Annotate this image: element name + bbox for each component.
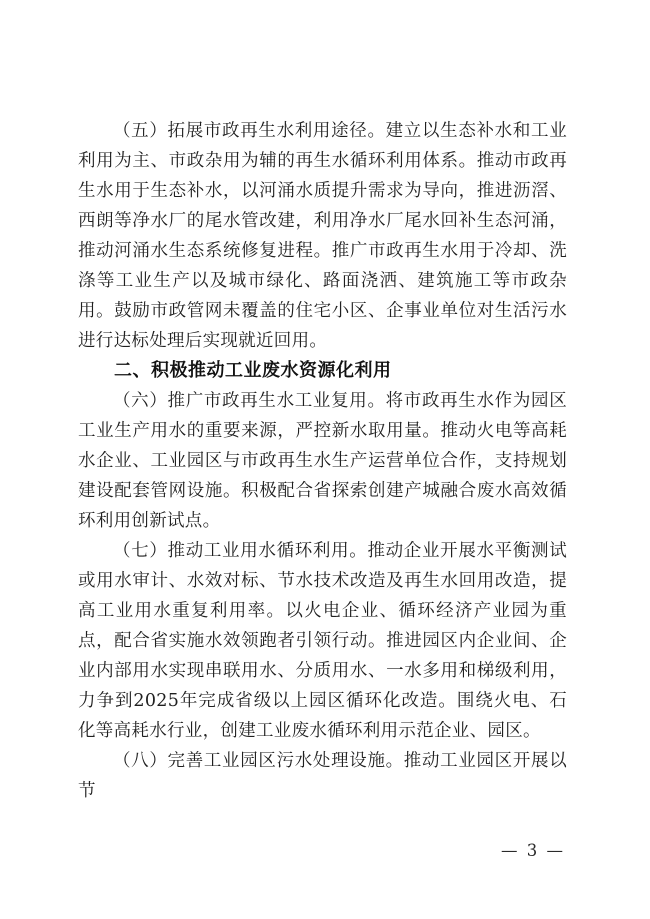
page-number: — 3 — [501, 841, 565, 860]
section-heading-2: 二、积极推动工业废水资源化利用 [114, 360, 392, 381]
paragraph-item-5: （五）拓展市政再生水利用途径。建立以生态补水和工业利用为主、市政杂用为辅的再生水循环利用体系。推动市政再生水用于生态补水，以河涌水质提升需求为导向，推进沥滘、西朗等净水厂的尾水管改建，利用净水厂尾水回补生态河涌，推动河涌水生态系统修复进程。推广市政再生水用于冷却、洗涤等工业生产以及城市绿化、路面浇洒、建筑施工等市政杂用。鼓励市政管网未覆盖的住宅小区、企事业单位对生活污水进行达标处理后实现就近回用。 [78, 121, 567, 351]
paragraph-item-6: （六）推广市政再生水工业复用。将市政再生水作为园区工业生产用水的重要来源，严控新水取用量。推动火电等高耗水企业、工业园区与市政再生水生产运营单位合作，支持规划建设配套管网设施。积极配合省探索创建产城融合废水高效循环利用创新试点。 [78, 391, 567, 531]
paragraph-item-8: （八）完善工业园区污水处理设施。推动工业园区开展以节 [78, 751, 567, 801]
document-text-block [78, 116, 567, 806]
paragraph-item-7: （七）推动工业用水循环利用。推动企业开展水平衡测试或用水审计、水效对标、节水技术改造及再生水回用改造，提高工业用水重复利用率。以火电企业、循环经济产业园为重点，配合省实施水效领跑者引领行动。推进园区内企业间、企业内部用水实现串联用水、分质用水、一水多用和梯级利用，力争到2025年完成省级以上园区循环化改造。围绕火电、石化等高耗水行业，创建工业废水循环利用示范企业、园区。 [78, 541, 567, 741]
